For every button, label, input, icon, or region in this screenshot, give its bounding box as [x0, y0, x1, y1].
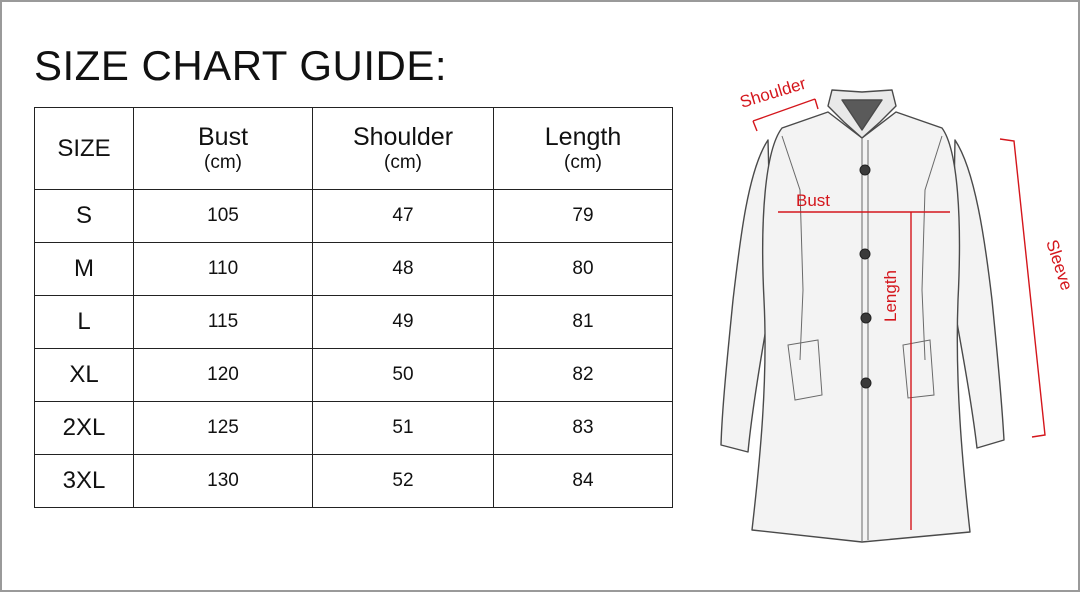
- bust-cell: 120: [134, 349, 313, 402]
- header-bust-label: Bust: [197, 122, 249, 151]
- bust-cell: 115: [134, 296, 313, 349]
- table-row: [35, 243, 673, 296]
- header-length: [494, 108, 673, 190]
- size-cell: S: [35, 190, 134, 243]
- coat-button: [861, 313, 871, 323]
- size-cell: L: [35, 296, 134, 349]
- sleeve-measure-line: [1000, 139, 1045, 437]
- length-cell: 83: [494, 402, 673, 455]
- size-cell: 2XL: [35, 402, 134, 455]
- header-length-label: Length: [544, 122, 622, 151]
- length-cell: 81: [494, 296, 673, 349]
- shoulder-cell: 52: [313, 455, 494, 508]
- header-bust-unit: (cm): [204, 151, 242, 173]
- header-size: SIZE: [35, 108, 134, 190]
- length-cell: 84: [494, 455, 673, 508]
- header-shoulder: [313, 108, 494, 190]
- bust-cell: 130: [134, 455, 313, 508]
- bust-cell: 110: [134, 243, 313, 296]
- coat-illustration: [700, 62, 1080, 562]
- table-header-row: [35, 108, 673, 190]
- shoulder-label: Shoulder: [737, 73, 809, 112]
- coat-button: [860, 249, 870, 259]
- table-row: [35, 190, 673, 243]
- table-row: [35, 296, 673, 349]
- length-label: Length: [881, 270, 900, 322]
- shoulder-cell: 50: [313, 349, 494, 402]
- bust-label: Bust: [796, 191, 831, 210]
- shoulder-cell: 48: [313, 243, 494, 296]
- coat-body: [752, 112, 970, 542]
- page-title: SIZE CHART GUIDE:: [34, 42, 448, 89]
- sleeve-label: Sleeve: [1042, 237, 1077, 293]
- table-row: [35, 349, 673, 402]
- size-cell: 3XL: [35, 455, 134, 508]
- length-cell: 80: [494, 243, 673, 296]
- length-cell: 79: [494, 190, 673, 243]
- shoulder-cell: 49: [313, 296, 494, 349]
- header-shoulder-label: Shoulder: [352, 122, 454, 151]
- bust-cell: 105: [134, 190, 313, 243]
- size-cell: M: [35, 243, 134, 296]
- size-chart-table: [34, 107, 673, 508]
- coat-button: [860, 165, 870, 175]
- shoulder-cell: 47: [313, 190, 494, 243]
- header-bust: [134, 108, 313, 190]
- coat-button: [861, 378, 871, 388]
- table-row: [35, 402, 673, 455]
- coat-diagram: [700, 62, 1080, 562]
- header-length-unit: (cm): [564, 151, 602, 173]
- shoulder-cell: 51: [313, 402, 494, 455]
- header-shoulder-unit: (cm): [384, 151, 422, 173]
- bust-cell: 125: [134, 402, 313, 455]
- length-cell: 82: [494, 349, 673, 402]
- table-row: [35, 455, 673, 508]
- size-cell: XL: [35, 349, 134, 402]
